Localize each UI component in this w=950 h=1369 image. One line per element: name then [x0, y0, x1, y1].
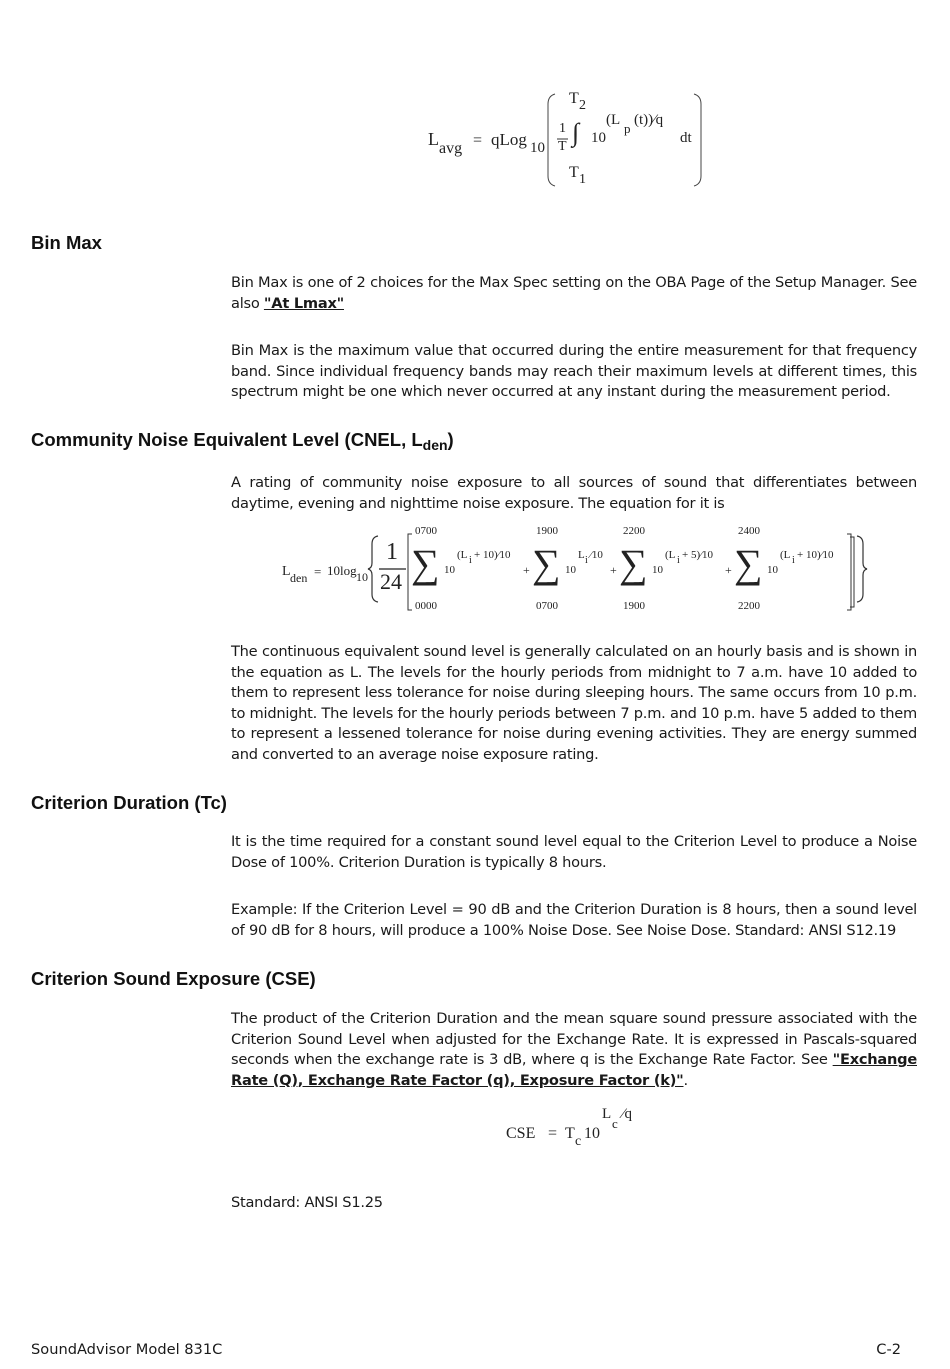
- lden-term1-exp-sub: i: [469, 555, 472, 566]
- exchange-rate-link[interactable]: "Exchange Rate (Q), Exchange Rate Factor (q), Exposure Factor (k)": [231, 1051, 917, 1089]
- cse-lhs: CSE: [506, 1125, 536, 1142]
- lden-fn: 10log: [327, 563, 357, 578]
- lden-lhs: L: [282, 564, 291, 579]
- at-lmax-link[interactable]: "At Lmax": [263, 294, 344, 312]
- cse-exp-a: L: [602, 1106, 612, 1122]
- footer-page-number: C-2: [876, 1341, 901, 1358]
- lavg-lhs-sub: avg: [439, 140, 463, 157]
- lavg-upper-sub: 2: [579, 98, 586, 113]
- lden-term2-exp-sub: i: [585, 555, 588, 566]
- section-heading-cse: Criterion Sound Exposure (CSE): [31, 968, 316, 989]
- lavg-equation: [425, 88, 715, 192]
- cnel-heading-text: Community Noise Equivalent Level (CNEL, L: [31, 429, 423, 450]
- lden-term3-exp-b: + 5)⁄10: [682, 549, 713, 561]
- lavg-fn-sub: 10: [530, 140, 545, 156]
- lden-term4-exp-b: + 10)⁄10: [797, 549, 834, 561]
- lden-term1-sigma: ∑: [411, 541, 440, 586]
- cse-exp-sub: c: [612, 1116, 618, 1131]
- cse-exp-b: ⁄q: [622, 1106, 633, 1122]
- lden-right-brace: [856, 536, 868, 602]
- lavg-lower: T: [569, 164, 579, 181]
- lavg-exp-open: (L: [606, 112, 621, 128]
- lden-term4-exp-a: (L: [780, 549, 791, 561]
- cse-t: T: [565, 1125, 575, 1142]
- lavg-frac-num: 1: [559, 121, 566, 136]
- lden-term2-exp-a: L: [578, 549, 585, 561]
- lavg-integral: ∫: [572, 118, 580, 147]
- cse-equals: =: [548, 1125, 558, 1142]
- lden-plus-3: +: [725, 563, 732, 577]
- lden-term3-exp-sub: i: [677, 555, 680, 566]
- cse-p1-text: The product of the Criterion Duration and the mean square sound pressure associated with the Criterion Sound Level when adjusted for the Exchange Rate. It is expressed in Pascals-squared seconds when the exchange rate is 3 dB, where q is the Exchange Rate Factor. See: [231, 1010, 917, 1068]
- lavg-exp-close: (t))⁄q: [634, 112, 664, 128]
- lden-plus-1: +: [523, 563, 530, 577]
- lden-term2-upper: 1900: [536, 525, 558, 537]
- lavg-equals: =: [473, 132, 483, 149]
- lden-plus-2: +: [610, 563, 617, 577]
- lden-term4-sigma: ∑: [734, 541, 763, 586]
- lden-term4-base: 10: [767, 564, 778, 576]
- lden-right-bracket: [846, 534, 856, 610]
- lden-term1-base: 10: [444, 564, 455, 576]
- cse-paragraph-2: Standard: ANSI S1.25: [231, 1194, 383, 1211]
- cnel-heading-sub: den: [422, 437, 448, 453]
- lden-fn-sub: 10: [356, 570, 368, 584]
- lavg-frac-den: T: [558, 139, 567, 154]
- lden-equals: =: [314, 564, 322, 579]
- lavg-base: 10: [591, 130, 606, 146]
- cnel-heading-close: ): [447, 429, 454, 450]
- lden-frac-den: 24: [380, 569, 402, 594]
- lden-lhs-sub: den: [290, 571, 308, 585]
- lden-term3-sigma: ∑: [619, 541, 648, 586]
- lavg-exp-sub: p: [624, 121, 631, 136]
- lden-term3-upper: 2200: [623, 525, 645, 537]
- lavg-dt: dt: [680, 130, 692, 146]
- bin-max-p1-text: Bin Max is one of 2 choices for the Max Spec setting on the OBA Page of the Setup Manager. See also: [231, 274, 917, 312]
- lavg-lower-sub: 1: [579, 172, 586, 187]
- criterion-duration-paragraph-2: Example: If the Criterion Level = 90 dB and the Criterion Duration is 8 hours, then a sound level of 90 dB for 8 hours, will produce a 100% Noise Dose. See Noise Dose. Standard: ANSI S12.19: [231, 901, 917, 939]
- lavg-upper: T: [569, 90, 579, 107]
- lden-term4-lower: 2200: [738, 600, 760, 612]
- cse-t-sub: c: [575, 1134, 582, 1149]
- lden-left-brace: [367, 536, 379, 602]
- lden-term4-exp-sub: i: [792, 555, 795, 566]
- lden-term1-upper: 0700: [415, 525, 437, 537]
- lden-term3-exp-a: (L: [665, 549, 676, 561]
- lavg-right-paren: [692, 94, 702, 186]
- cse-equation: [504, 1104, 654, 1154]
- lden-term4-upper: 2400: [738, 525, 760, 537]
- section-heading-criterion-duration: Criterion Duration (Tc): [31, 792, 227, 813]
- lden-equation: [280, 522, 870, 618]
- lden-term1-exp-a: (L: [457, 549, 468, 561]
- lavg-lhs: L: [428, 129, 439, 149]
- cse-base: 10: [584, 1125, 600, 1142]
- cse-p1-end: .: [683, 1071, 688, 1089]
- lavg-fn: qLog: [491, 130, 527, 149]
- section-heading-cnel: [31, 429, 454, 453]
- lden-frac-num: 1: [386, 539, 398, 565]
- lavg-left-paren: [547, 94, 557, 186]
- lden-term2-base: 10: [565, 564, 576, 576]
- lden-term2-exp-b: ⁄10: [590, 549, 603, 561]
- footer-left: SoundAdvisor Model 831C: [31, 1341, 223, 1358]
- lden-term2-sigma: ∑: [532, 541, 561, 586]
- bin-max-paragraph-1: [231, 273, 917, 314]
- lden-term3-base: 10: [652, 564, 663, 576]
- lden-term3-lower: 1900: [623, 600, 645, 612]
- cnel-paragraph-2: The continuous equivalent sound level is generally calculated on an hourly basis and is shown in the equation as L. The levels for the hourly periods from midnight to 7 a.m. have 10 added to them to represent less tolerance for noise during sleeping hours. The same occurs from 10 p.m. to midnight. The levels for the hourly periods between 7 p.m. and 10 p.m. have 5 added to them to represent a lessened tolerance for noise during evening activities. They are energy summed and converted to an average noise exposure rating.: [231, 643, 917, 763]
- lden-term1-exp-b: + 10)⁄10: [474, 549, 511, 561]
- lden-term2-lower: 0700: [536, 600, 558, 612]
- bin-max-paragraph-2: Bin Max is the maximum value that occurred during the entire measurement for that frequency band. Since individual frequency bands may reach their maximum levels at different times, this spectrum might be one which never occurred at any instant during the measurement period.: [231, 342, 917, 400]
- lden-term1-lower: 0000: [415, 600, 437, 612]
- cse-paragraph-1: [231, 1009, 917, 1091]
- criterion-duration-paragraph-1: It is the time required for a constant sound level equal to the Criterion Level to produce a Noise Dose of 100%. Criterion Duration is typically 8 hours.: [231, 833, 917, 871]
- cnel-paragraph-1: A rating of community noise exposure to all sources of sound that differentiates between daytime, evening and nighttime noise exposure. The equation for it is: [231, 474, 917, 512]
- section-heading-bin-max: Bin Max: [31, 232, 102, 253]
